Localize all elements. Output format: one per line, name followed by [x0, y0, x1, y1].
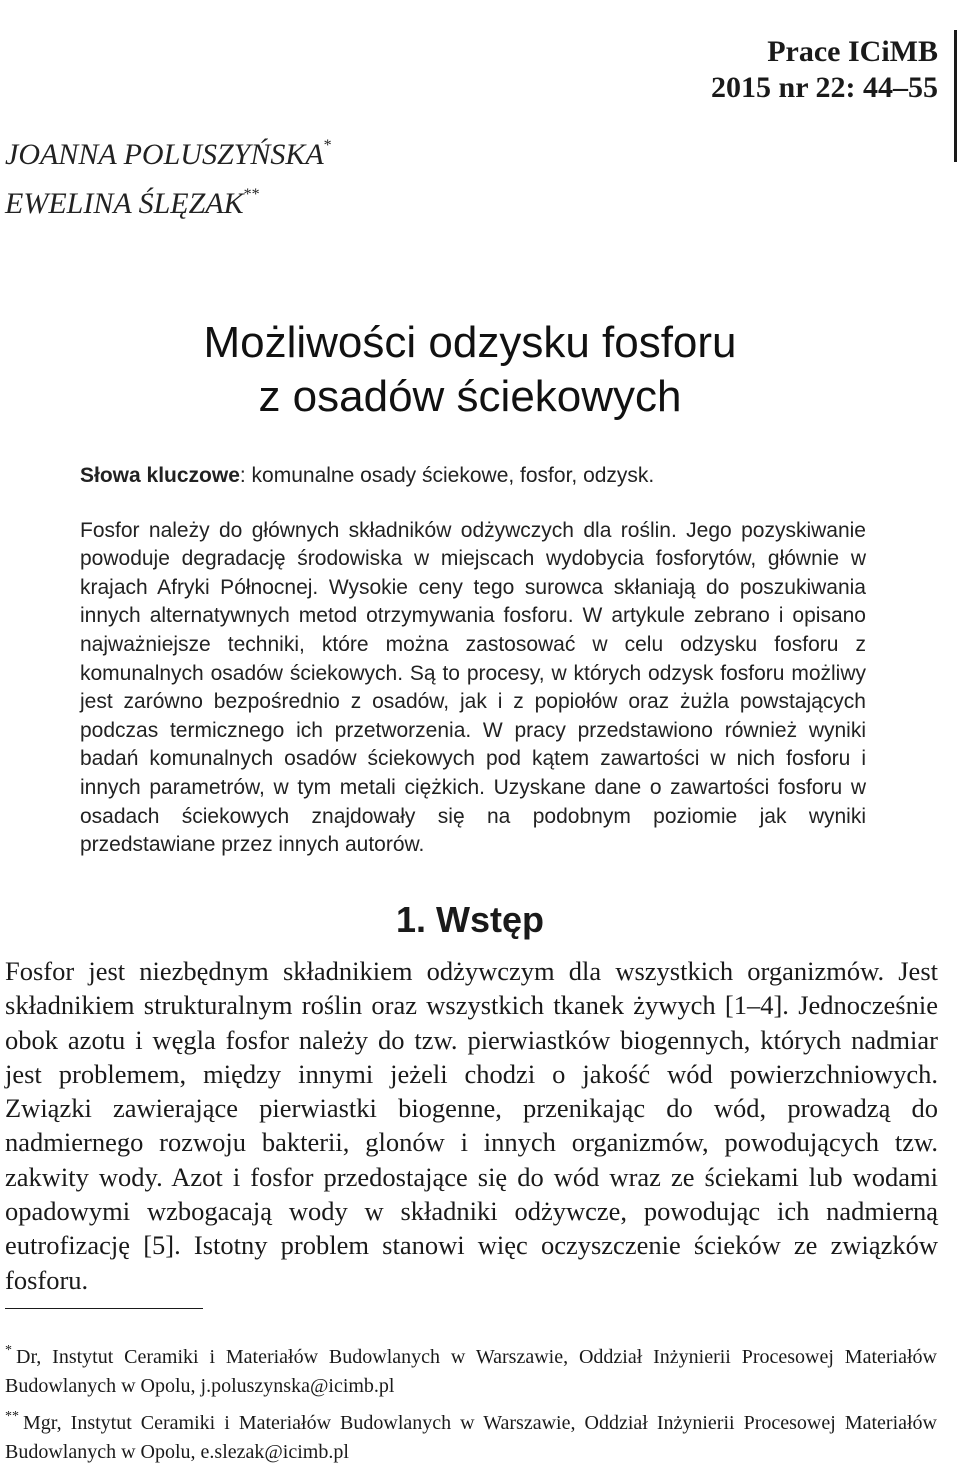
keywords-text: : komunalne osady ściekowe, fosfor, odzysk. [239, 464, 655, 487]
article-title [0, 316, 940, 424]
footnote-text: Dr, Instytut Ceramiki i Materiałów Budowlanych w Warszawie, Oddział Inżynierii Procesowej Materiałów Budowlanych w Opolu, j.poluszynska@icimb.pl [5, 1346, 937, 1397]
footnote-text: Mgr, Instytut Ceramiki i Materiałów Budowlanych w Warszawie, Oddział Inżynierii Procesowej Materiałów Budowlanych w Opolu, e.slezak@icimb.pl [5, 1412, 937, 1463]
author-footnote-mark: * [323, 137, 332, 154]
author-list [5, 126, 332, 224]
section-heading: 1. Wstęp [395, 899, 545, 940]
title-line: Możliwości odzysku fosforu [203, 318, 737, 367]
footnote-mark: ** [5, 1409, 19, 1424]
abstract-text: Fosfor należy do głównych składników odżywczych dla roślin. Jego pozyskiwanie powoduje degradację środowiska w miejscach wydobycia fosforytów, głównie w krajach Afryki Północnej. Wysokie ceny tego surowca skłaniają do poszukiwania innych alternatywnych metod otrzymywania fosforu. W artykule zebrano i opisano najważniejsze techniki, które można zastosować w celu odzysku fosforu z komunalnych osadów ściekowych. Są to procesy, w których odzysk fosforu możliwy jest zarówno bezpośrednio z osadów, jak i z popiołów oraz żużla powstających podczas termicznego ich przetworzenia. W pracy przedstawiono również wyniki badań komunalnych osadów ściekowych pod kątem zawartości w nich fosforu i innych parametrów, w tym metali ciężkich. Uzyskane dane o zawartości fosforu w osadach ściekowych znajdowały się na podobnym poziomie jak wyniki przedstawiane przez innych autorów. [80, 518, 866, 857]
journal-header [711, 34, 938, 106]
margin-rule [954, 30, 957, 162]
keywords [80, 462, 866, 491]
section-body: Fosfor jest niezbędnym składnikiem odżywczym dla wszystkich organizmów. Jest składnikiem strukturalnym roślin oraz wszystkich tkanek żywych [1–4]. Jednocześnie obok azotu i węgla fosfor należy do tzw. pierwiastków biogennych, których nadmiar jest problemem, między innymi jeżeli chodzi o jakość wód powierzchniowych. Związki zawierające pierwiastki biogenne, przenikając do wód, prowadzą do nadmiernego rozwoju bakterii, glonów i innych organizmów, powodujących tzw. zakwity wody. Azot i fosfor przedostające się do wód wraz ze ściekami lub wodami opadowymi wzbogacają wody w składniki odżywcze, powodując ich nadmierną eutrofizację [5]. Istotny problem stanowi więc oczyszczenie ścieków ze związków fosforu. [5, 956, 938, 1295]
keywords-label: Słowa kluczowe [80, 464, 240, 487]
author-footnote-mark: ** [243, 186, 260, 203]
author-name: EWELINA ŚLĘZAK** [5, 186, 260, 220]
footnotes [5, 1336, 937, 1468]
title-line: z osadów ściekowych [258, 372, 682, 421]
abstract-block [80, 462, 866, 860]
footnote [5, 1336, 937, 1401]
footnote [5, 1402, 937, 1467]
footnote-divider [5, 1308, 203, 1309]
journal-name: Prace ICiMB [767, 35, 938, 68]
author-name: JOANNA POLUSZYŃSKA* [5, 137, 332, 171]
journal-issue: 2015 nr 22: 44–55 [711, 71, 938, 104]
footnote-mark: * [5, 1343, 12, 1358]
